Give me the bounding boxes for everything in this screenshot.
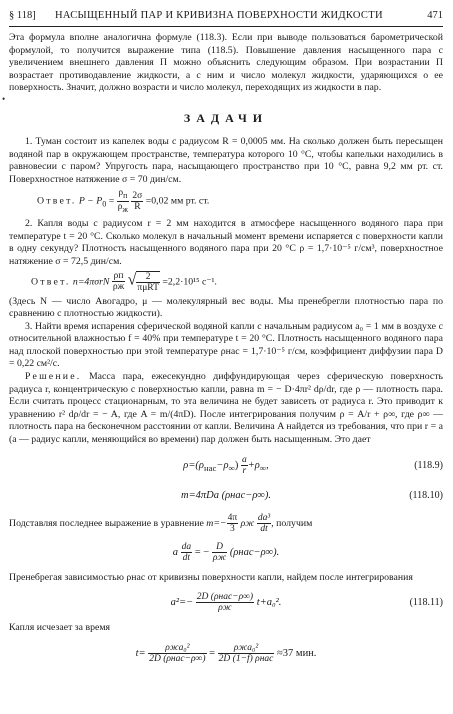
eq9-c: −ρ — [216, 459, 229, 471]
neglect-paragraph: Пренебрегая зависимостью ρнас от кривизны поверхности капли, найдем после интегрирования — [9, 571, 413, 583]
frac-num: ρ — [118, 188, 124, 199]
eqb-frac — [212, 542, 227, 563]
eq9-g: ∞ — [259, 462, 267, 473]
solution-label: Решение. — [25, 371, 82, 383]
answer-1-lhs: P − P — [78, 195, 103, 207]
eq11-fd: ρж — [218, 603, 232, 614]
t-eq: = — [209, 647, 216, 659]
substitution-line — [9, 513, 443, 534]
t-fn2: ρжa₀² — [218, 643, 275, 654]
eqb-mid: = − — [194, 546, 210, 558]
eqb-lhs: a — [172, 546, 178, 558]
sub-end: , получим — [271, 517, 313, 529]
equation-derivative — [9, 534, 443, 572]
sub-dn: da³ — [257, 512, 271, 523]
sqrt-sign: √ — [127, 270, 137, 288]
running-title: НАСЫЩЕННЫЙ ПАР И КРИВИЗНА ПОВЕРХНОСТИ ЖИДКОСТИ — [55, 10, 383, 21]
section-number: § 118] — [9, 10, 36, 21]
page-number: 471 — [427, 10, 443, 21]
eqb-rhs: (ρнас−ρ∞). — [229, 546, 280, 558]
t-fd2: 2D (1−f) ρнас — [218, 653, 274, 664]
book-page — [2, 6, 444, 673]
problem-2: 2. Капля воды с радиусом r = 2 мм находится в атмосфере насыщенного водяного пара при температуре t = 20 °С. Сколько молекул в начальный момент времени испаряется с поверхности капли в одну секунду? Плотность насыщенного водяного пара при 20 °С ρ = 1,7·10⁻⁵ г/см³, поверхностное натяжение σ = 72,5 дин/см. — [9, 218, 443, 267]
frac2-num: 2σ — [132, 191, 143, 202]
intro-paragraph: Эта формула вполне аналогична формуле (118.3). Если при выводе пользоваться барометрической формулой, то получится выражение типа (118.5). Повышение давления насыщенного пара с увеличением внешнего давления П можно объяснить следующим образом. При возрастании П возрастает противодавление жидкости, а с ним и число молекул жидкости, ударяющихся о ее поверхность. Значит, должно возрасти и число молекул, переходящих из жидкости в пар. — [9, 32, 443, 94]
frac-den: ρ — [117, 202, 123, 213]
answer-2 — [31, 271, 443, 293]
equation-number: (118.9) — [414, 459, 443, 471]
answer-1-eq: = — [108, 195, 115, 207]
eq9-fd: r — [242, 465, 247, 476]
answer-2-note: (Здесь N — число Авогадро, μ — молекулярный вес воды. Мы пренебрегли плотностью пара по сравнению с плотностью жидкости). — [9, 295, 443, 320]
equation-number: (118.11) — [409, 597, 443, 609]
answer-2-result: =2,2·10¹⁵ с⁻¹. — [162, 275, 217, 287]
eq9-d: ∞ — [228, 462, 235, 473]
eq9-fn: a — [241, 454, 247, 465]
solution-text: Масса пара, ежесекундно диффундирующая через сферическую поверхность радиуса r, концентрическую с поверхностью капли, равна m = − D·4πr² dρ/dr, где ρ — плотность пара. Если считать процесс стационарным, то эта величина не будет зависеть от радиуса r. Это приводит к уравнению r² dρ/dr = − A, где A = m/(4πD). После интегрирования получим ρ = A/r + ρ∞, где ρ∞ — плотность пара на бесконечном расстоянии от капли. Величина A найдется из требования, что при r = a (a — радиус капли, меняющийся во времени) пар должен быть насыщенным. Это дает — [9, 371, 444, 446]
sqrt-num: 2 — [136, 272, 159, 283]
sub-fn: 4π — [227, 512, 238, 523]
header-rule — [9, 26, 443, 27]
eq11-rhs: t+a₀². — [256, 597, 282, 609]
eqb-deriv — [181, 542, 193, 563]
answer-1-frac — [117, 188, 129, 215]
eq10-body: m=4πDa (ρнас−ρ∞). — [180, 489, 272, 501]
equation-118-9 — [9, 447, 443, 485]
eq9-f: +ρ — [247, 459, 260, 471]
answer-1 — [37, 188, 443, 215]
frac-den: ρж — [112, 282, 125, 292]
answer-1-frac2 — [131, 191, 143, 212]
vanish-line: Капля исчезает за время — [9, 622, 111, 634]
sub-eq: m=− — [206, 517, 227, 529]
frac2-den: R — [134, 202, 141, 213]
t-result: ≈37 мин. — [277, 647, 317, 659]
problem-1: 1. Туман состоит из капелек воды с радиусом R = 0,0005 мм. На сколько должен быть пересыщен водяной пар в окружающем пространстве, температура которого 10 °С, чтобы капельки находились в равновесии с паром? Упругость пара, насыщающего пространство при 10 °С, равна 9,2 мм рт. ст. Поверхностное натяжение σ = 70 дин/см. — [9, 135, 443, 185]
frac-den-sub: ж — [122, 205, 128, 215]
intro-block — [2, 32, 443, 104]
answer-2-sqrt — [136, 271, 159, 293]
equation-number: (118.10) — [409, 489, 443, 501]
sub-text: Подставляя последнее выражение в уравнение — [9, 517, 204, 529]
sub-rho: ρж — [240, 517, 255, 529]
t-fn1: ρжa₀² — [148, 643, 206, 654]
eq9-frac — [241, 455, 248, 476]
equation-time — [9, 635, 443, 673]
eq11-lhs: a²=− — [170, 597, 194, 609]
running-header — [9, 6, 443, 26]
margin-mark: • — [2, 94, 6, 104]
section-heading: ЗАДАЧИ — [183, 110, 269, 125]
equation-118-10 — [9, 485, 443, 507]
eqb-dn: da — [181, 541, 192, 552]
sub-dd: dt — [260, 523, 268, 534]
answer-1-sub: 0 — [102, 199, 107, 209]
eqb-dd: dt — [182, 552, 191, 563]
t-frac1 — [148, 643, 206, 664]
t-lhs: t= — [135, 647, 146, 659]
eq9-b: нас — [203, 462, 217, 473]
problem-3: 3. Найти время испарения сферической водяной капли с начальным радиусом a₀ = 1 мм в воздухе с относительной влажностью f = 40% при температуре t = 20 °С. Плотность насыщенного водяного пара над плоской поверхностью при этой температуре ρнас = 1,7·10⁻⁵ г/см, коэффициент диффузии пара D = 0,22 см²/с. — [9, 320, 443, 370]
answer-label: Ответ. — [37, 195, 77, 207]
sub-deriv — [257, 513, 271, 534]
eq11-fn: 2D (ρнас−ρ∞) — [196, 592, 254, 603]
answer-label: Ответ. — [31, 275, 71, 287]
eq11-frac — [196, 592, 254, 613]
solution-3 — [9, 371, 443, 447]
sub-frac — [227, 513, 239, 534]
answer-1-result: =0,02 мм рт. ст. — [145, 195, 210, 207]
answer-2-lhs: n=4πσrN — [72, 275, 110, 287]
eqb-fd: ρж — [212, 552, 227, 563]
frac-num-sub: п — [123, 191, 128, 201]
frac-num: ρп — [113, 271, 124, 281]
t-fd1: 2D (ρнас−ρ∞) — [149, 653, 206, 664]
eqb-fn: D — [212, 542, 227, 553]
answer-2-frac — [112, 271, 125, 292]
eq9-h: , — [266, 459, 269, 471]
sqrt-den: πμRT — [137, 282, 159, 293]
eq9-e: ) — [234, 459, 239, 471]
sub-fd: 3 — [230, 523, 235, 534]
t-frac2 — [218, 643, 275, 664]
eq9-a: ρ=(ρ — [183, 459, 204, 471]
equation-118-11 — [9, 584, 443, 622]
